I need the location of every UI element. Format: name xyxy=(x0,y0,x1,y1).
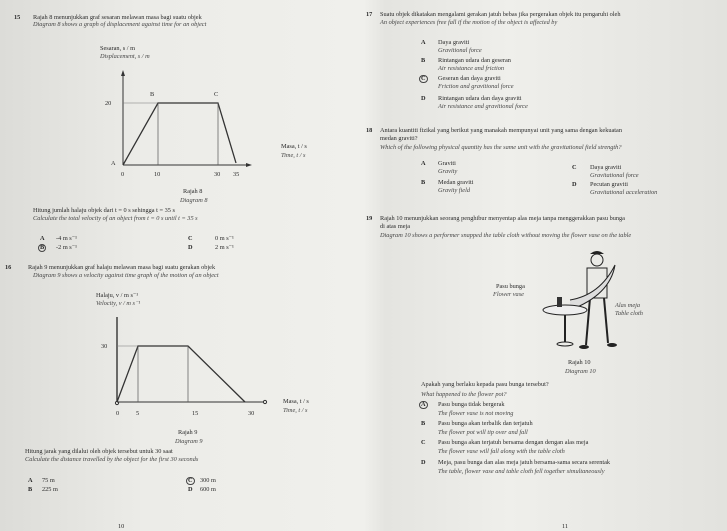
question-number: 19 xyxy=(366,215,373,222)
question-en: What happened to the flower pot? xyxy=(421,391,507,398)
option-ms: Geseran dan daya graviti xyxy=(438,75,501,82)
option-letter[interactable]: D xyxy=(188,486,193,493)
point-label-c: C xyxy=(214,91,219,98)
option-ms: Pecutan graviti xyxy=(590,181,628,188)
diagram-caption-en: Diagram 8 xyxy=(180,197,208,204)
cloth-label-en: Table cloth xyxy=(615,310,643,317)
option-ms: Pasu bunga akan terbalik dan terjatuh xyxy=(438,420,533,427)
option-en: Air resistance and friction xyxy=(438,65,505,72)
x-tick: 15 xyxy=(192,410,199,417)
question-text-en: Diagram 9 shows a velocity against time graph of the motion of an object xyxy=(33,272,219,279)
option-letter[interactable]: A xyxy=(421,39,426,46)
option-letter[interactable]: D xyxy=(421,459,426,466)
option-en: Air resistance and gravitional force xyxy=(438,103,528,110)
option-letter[interactable]: B xyxy=(421,57,426,64)
question-number: 18 xyxy=(366,127,373,134)
option-ms: Medan graviti xyxy=(438,179,474,186)
question-number: 15 xyxy=(14,14,21,21)
x-tick: 30 xyxy=(214,171,221,178)
page-number: 10 xyxy=(118,523,125,530)
x-tick: 5 xyxy=(136,410,140,417)
option-text: 75 m xyxy=(42,477,55,484)
option-letter[interactable]: C xyxy=(572,164,577,171)
question-text-en: Diagram 10 shows a performer snapped the table cloth without moving the flower vase on the table xyxy=(380,232,632,239)
option-letter-circled[interactable]: B xyxy=(40,244,45,251)
option-letter[interactable]: A xyxy=(421,160,426,167)
x-tick: 35 xyxy=(233,171,240,178)
vase-label-en: Flower vase xyxy=(493,291,524,298)
option-letter[interactable]: C xyxy=(188,235,193,242)
question-text-ms-cont: medan graviti? xyxy=(380,135,418,142)
option-letter[interactable]: B xyxy=(421,179,426,186)
diagram-caption-en: Diagram 10 xyxy=(565,368,596,375)
x-tick: 0 xyxy=(116,410,120,417)
option-letter[interactable]: D xyxy=(572,181,577,188)
option-text: 0 m s⁻¹ xyxy=(215,235,234,242)
option-en: Gravity field xyxy=(438,187,471,194)
page-number: 11 xyxy=(562,523,569,530)
question-ms: Hitung jumlah halaju objek dari t = 0 s sehingga t = 35 s xyxy=(33,207,175,214)
option-en: The table, flower vase and table cloth fell together simultaneously xyxy=(438,468,605,475)
point-label-a: A xyxy=(111,160,116,167)
question-number: 16 xyxy=(5,264,12,271)
option-en: Gravity xyxy=(438,168,458,175)
option-letter[interactable]: B xyxy=(28,486,33,493)
diagram-caption-ms: Rajah 9 xyxy=(178,429,198,436)
option-en: Gravitional force xyxy=(438,47,482,54)
diagram-caption-ms: Rajah 10 xyxy=(568,359,591,366)
x-axis-label-en: Time, t / s xyxy=(281,152,306,159)
option-ms: Rintangan udara dan daya graviti xyxy=(438,95,522,102)
point-label-b: B xyxy=(150,91,155,98)
option-text: 600 m xyxy=(200,486,216,493)
option-letter[interactable]: D xyxy=(188,244,193,251)
y-axis-label-ms: Halaju, v / m s⁻¹ xyxy=(96,292,139,299)
question-ms: Hitung jarak yang dilalui oleh objek tersebut untuk 30 saat xyxy=(25,448,173,455)
question-text-ms: Rajah 8 menunjukkan graf sesaran melawan masa bagi suatu objek xyxy=(33,14,202,21)
option-ms: Pasu bunga tidak bergerak xyxy=(438,401,505,408)
option-en: Gravitational acceleration xyxy=(590,189,658,196)
y-axis-label-en: Displacement, s / m xyxy=(100,53,150,60)
y-tick-30: 30 xyxy=(101,343,108,350)
option-ms: Graviti xyxy=(438,160,456,167)
question-ms: Apakah yang berlaku kepada pasu bunga tersebut? xyxy=(421,381,549,388)
option-letter[interactable]: A xyxy=(28,477,33,484)
option-letter[interactable]: A xyxy=(40,235,45,242)
velocity-time-graph xyxy=(0,0,300,420)
option-text: 300 m xyxy=(200,477,216,484)
y-tick-20: 20 xyxy=(105,100,112,107)
option-letter[interactable]: D xyxy=(421,95,426,102)
option-ms: Daya graviti xyxy=(590,164,622,171)
option-text: -4 m s⁻¹ xyxy=(56,235,77,242)
option-en: The flower vase will fall along with the table cloth xyxy=(438,448,565,455)
question-text-ms-cont: di atas meja xyxy=(380,223,411,230)
cloth-label-ms: Alas meja xyxy=(615,302,641,309)
question-text-ms: Rajah 10 menunjukkan seorang penghibur menyentap alas meja tanpa menggerakkan pasu bunga xyxy=(380,215,625,222)
y-axis-label-en: Velocity, v / m s⁻¹ xyxy=(96,300,141,307)
x-tick: 0 xyxy=(121,171,125,178)
option-ms: Meja, pasu bunga dan alas meja jatuh bersama-sama secara serentak xyxy=(438,459,611,466)
x-tick: 10 xyxy=(154,171,161,178)
x-axis-label-ms: Masa, t / s xyxy=(281,143,307,150)
question-en: Calculate the total velocity of an object from t = 0 s until t = 35 s xyxy=(33,215,198,222)
option-letter-circled[interactable]: C xyxy=(421,75,426,82)
option-letter[interactable]: C xyxy=(421,439,426,446)
option-text: -2 m s⁻¹ xyxy=(56,244,77,251)
diagram-caption-en: Diagram 9 xyxy=(175,438,203,445)
x-axis-label-en: Time, t / s xyxy=(283,407,308,414)
question-text-en: An object experiences free fall if the motion of the object is affected by xyxy=(380,19,558,26)
option-en: Gravitational force xyxy=(590,172,639,179)
option-ms: Rintangan udara dan geseran xyxy=(438,57,511,64)
diagram-caption-ms: Rajah 8 xyxy=(183,188,203,195)
question-text-en: Diagram 8 shows a graph of displacement against time for an object xyxy=(33,21,207,28)
option-en: The flower vase is not moving xyxy=(438,410,514,417)
x-axis-label-ms: Masa, t / s xyxy=(283,398,309,405)
question-en: Calculate the distance travelled by the object for the first 30 seconds xyxy=(25,456,199,463)
option-ms: Daya graviti xyxy=(438,39,470,46)
question-text-ms: Antara kuantiti fizikal yang berikut yang manakah mempunyai unit yang sama dengan kekuatan xyxy=(380,127,623,134)
option-ms: Pasu bunga akan terjatuh bersama dengan dengan alas meja xyxy=(438,439,589,446)
question-number: 17 xyxy=(366,11,373,18)
x-tick: 30 xyxy=(248,410,255,417)
question-text-ms: Rajah 9 menunjukkan graf halaju melawan masa bagi suatu gerakan objek xyxy=(28,264,216,271)
option-letter[interactable]: B xyxy=(421,420,426,427)
option-en: Friction and gravitional force xyxy=(438,83,514,90)
y-axis-label-ms: Sesaran, s / m xyxy=(100,45,135,52)
question-text-ms: Suatu objek dikatakan mengalami gerakan jatuh bebas jika pergerakan objek itu pengaruhi oleh xyxy=(380,11,621,18)
option-text: 225 m xyxy=(42,486,58,493)
vase-label-ms: Pasu bunga xyxy=(496,283,525,290)
option-letter-circled[interactable]: C xyxy=(188,477,193,484)
option-letter-circled[interactable]: A xyxy=(421,401,426,408)
option-text: 2 m s⁻¹ xyxy=(215,244,234,251)
option-en: The flower pot will tip over and fall xyxy=(438,429,528,436)
question-text-en: Which of the following physical quantity has the same unit with the gravitational field strength? xyxy=(380,144,622,151)
